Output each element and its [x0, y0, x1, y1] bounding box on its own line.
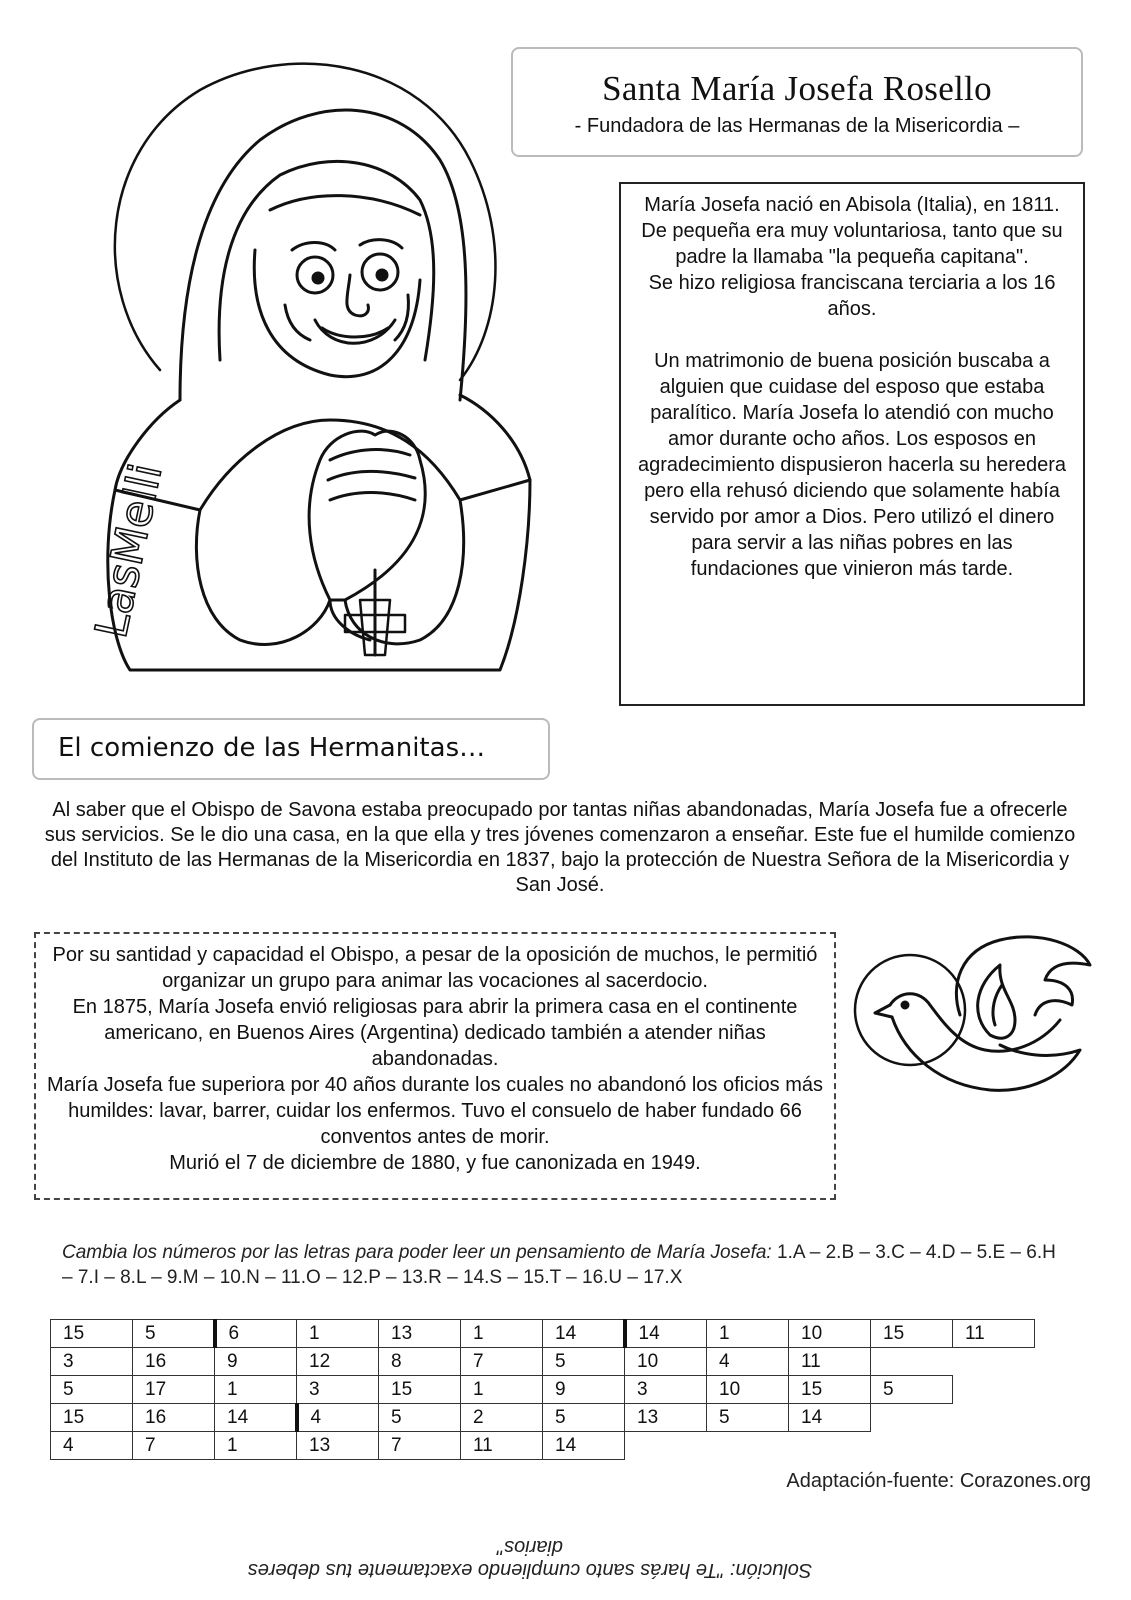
puzzle-cell: 13 [379, 1320, 461, 1348]
puzzle-cell: 16 [133, 1348, 215, 1376]
dashed-paragraph-america: En 1875, María Josefa envió religiosas para abrir la primera casa en el continente americano, en Buenos Aires (Argentina) dedicado también a atender niñas abandonadas. [72, 996, 798, 1070]
puzzle-cell: 17 [133, 1376, 215, 1404]
puzzle-cell: 5 [707, 1404, 789, 1432]
puzzle-cell: 1 [461, 1320, 543, 1348]
puzzle-cell: 1 [707, 1320, 789, 1348]
puzzle-cell: 5 [133, 1320, 215, 1348]
puzzle-cell: 8 [379, 1348, 461, 1376]
puzzle-instruction-text: Cambia los números por las letras para poder leer un pensamiento de María Josefa: [62, 1242, 772, 1263]
dashed-paragraph-death: Murió el 7 de diciembre de 1880, y fue canonizada en 1949. [169, 1152, 701, 1174]
section-header-box [32, 718, 550, 780]
section-paragraph [40, 798, 1080, 898]
puzzle-cell: 10 [625, 1348, 707, 1376]
artist-signature: LasMelli [85, 459, 173, 643]
puzzle-cell: 15 [51, 1320, 133, 1348]
puzzle-cell: 11 [953, 1320, 1035, 1348]
title-box [511, 47, 1083, 157]
puzzle-cell: 3 [625, 1376, 707, 1404]
puzzle-cell: 5 [543, 1404, 625, 1432]
puzzle-cell: 15 [51, 1404, 133, 1432]
puzzle-cell: 14 [789, 1404, 871, 1432]
puzzle-cell: 15 [379, 1376, 461, 1404]
puzzle-cell: 3 [51, 1348, 133, 1376]
puzzle-cell: 5 [379, 1404, 461, 1432]
puzzle-cell: 7 [379, 1432, 461, 1460]
dashed-paragraph-superior: María Josefa fue superiora por 40 años durante los cuales no abandonó los oficios más humildes: lavar, barrer, cuidar los enfermos. Tuvo el consuelo de haber fundado 66 conventos antes de morir. [46, 1074, 824, 1148]
puzzle-cell: 11 [461, 1432, 543, 1460]
page-subtitle: - Fundadora de las Hermanas de la Misericordia – [574, 115, 1020, 137]
puzzle-cell: 3 [297, 1376, 379, 1404]
dove-icon [850, 925, 1100, 1125]
puzzle-cell: 1 [215, 1376, 297, 1404]
puzzle-key: 1.A – 2.B – 3.C – 4.D – 5.E – 6.H – 7.I – 8.L – 9.M – 10.N – 11.O – 12.P – 13.R – 14.S – 15.T – 16.U – 17.X [62, 1242, 1056, 1288]
puzzle-row [51, 1404, 1035, 1432]
puzzle-row [51, 1348, 1035, 1376]
bio-paragraph-religious: Se hizo religiosa franciscana terciaria a los 16 años. [648, 272, 1056, 320]
saint-illustration [30, 40, 550, 690]
puzzle-cell: 9 [215, 1348, 297, 1376]
puzzle-cell: 7 [461, 1348, 543, 1376]
dashed-info-box [34, 932, 836, 1200]
puzzle-cell: 11 [789, 1348, 871, 1376]
dashed-paragraph-bishop: Por su santidad y capacidad el Obispo, a pesar de la oposición de muchos, le permitió organizar un grupo para animar las vocaciones al sacerdocio. [52, 944, 818, 992]
bio-paragraph-childhood: De pequeña era muy voluntariosa, tanto que su padre la llamaba "la pequeña capitana". [641, 220, 1063, 268]
puzzle-cell: 12 [297, 1348, 379, 1376]
puzzle-cell: 5 [51, 1376, 133, 1404]
puzzle-grid [50, 1319, 1035, 1460]
section-paragraph-text: Al saber que el Obispo de Savona estaba preocupado por tantas niñas abandonadas, María Josefa fue a ofrecerle sus servicios. Se le dio una casa, en la que ella y tres jóvenes comenzaron a enseñar. Este fue el humilde comienzo del Instituto de las Hermanas de la Misericordia en 1837, bajo la protección de Nuestra Señora de la Misericordia y San José. [44, 799, 1076, 896]
puzzle-cell: 4 [51, 1432, 133, 1460]
puzzle-cell: 10 [789, 1320, 871, 1348]
puzzle-cell: 5 [543, 1348, 625, 1376]
biography-box [619, 182, 1085, 706]
puzzle-row [51, 1432, 1035, 1460]
puzzle-cell: 14 [625, 1320, 707, 1348]
puzzle-cell: 15 [871, 1320, 953, 1348]
puzzle-cell: 14 [543, 1320, 625, 1348]
bio-paragraph-birth: María Josefa nació en Abisola (Italia), en 1811. [644, 194, 1060, 216]
puzzle-cell: 14 [215, 1404, 297, 1432]
puzzle-solution: Solución: "Te harás santo cumpliendo exactamente tus deberes diarios" [247, 1536, 813, 1581]
puzzle-instructions [62, 1240, 1062, 1290]
bio-paragraph-marriage: Un matrimonio de buena posición buscaba a alguien que cuidase del esposo que estaba paralítico. María Josefa lo atendió con mucho amor durante ocho años. Los esposos en agradecimiento dispusieron hacerla su heredera pero ella rehusó diciendo que solamente había servido por amor a Dios. Pero utilizó el dinero para servir a las niñas pobres en las fundaciones que vinieron más tarde. [637, 350, 1067, 580]
puzzle-cell: 9 [543, 1376, 625, 1404]
puzzle-cell: 13 [625, 1404, 707, 1432]
puzzle-cell: 6 [215, 1320, 297, 1348]
puzzle-cell: 1 [297, 1320, 379, 1348]
puzzle-row [51, 1376, 1035, 1404]
puzzle-cell: 7 [133, 1432, 215, 1460]
puzzle-cell: 14 [543, 1432, 625, 1460]
puzzle-row [51, 1320, 1035, 1348]
puzzle-cell: 15 [789, 1376, 871, 1404]
puzzle-cell: 4 [297, 1404, 379, 1432]
source-credit: Adaptación-fuente: Corazones.org [786, 1470, 1091, 1492]
puzzle-cell: 1 [215, 1432, 297, 1460]
section-title: El comienzo de las Hermanitas… [58, 733, 486, 763]
puzzle-cell: 16 [133, 1404, 215, 1432]
puzzle-cell: 1 [461, 1376, 543, 1404]
puzzle-cell: 10 [707, 1376, 789, 1404]
page-title: Santa María Josefa Rosello [602, 69, 992, 108]
puzzle-cell: 5 [871, 1376, 953, 1404]
puzzle-cell: 4 [707, 1348, 789, 1376]
puzzle-cell: 13 [297, 1432, 379, 1460]
puzzle-cell: 2 [461, 1404, 543, 1432]
